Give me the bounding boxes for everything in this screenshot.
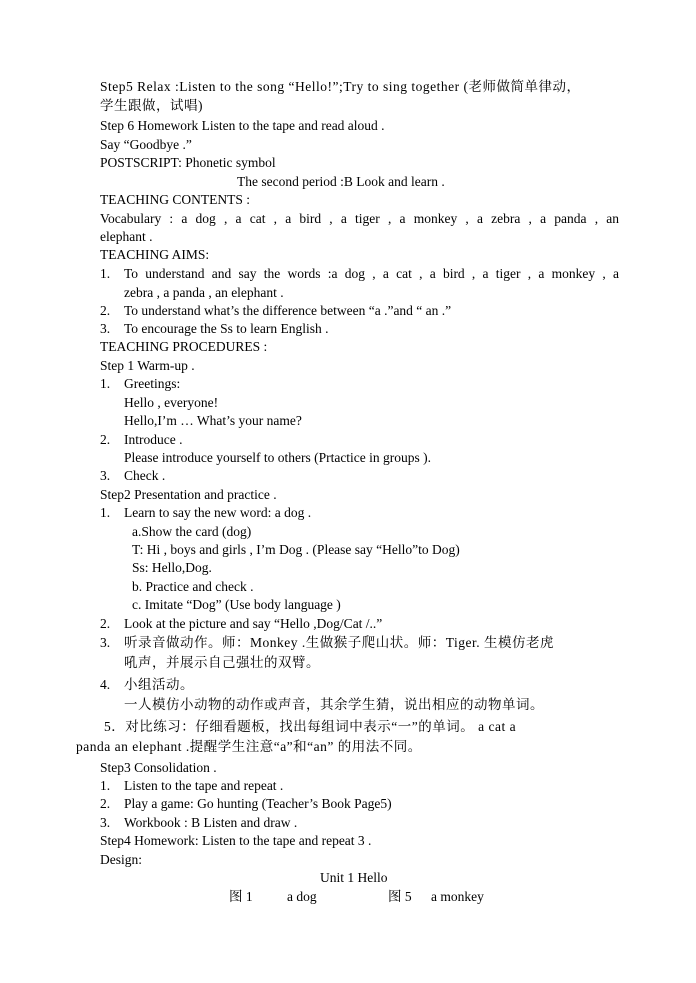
figure-1-word: a dog [287,889,317,904]
aim-text: To understand and say the words :a dog , a cat , a bird , a tiger , a monkey , a [124,266,619,281]
step3-item-number: 3. [100,815,111,830]
step2-item-number: 4. [100,677,111,692]
step2-subitem: a.Show the card (dog) [132,524,252,539]
vocabulary-line: Vocabulary : a dog , a cat , a bird , a tiger , a monkey , a zebra , a panda , an [100,211,619,226]
step2-item-number: 2. [100,616,111,631]
figure-5-word: a monkey [431,889,484,904]
vocabulary-continuation: elephant . [100,229,153,244]
step2-comparison: 5．对比练习：仔细看题板，找出每组词中表示“一”的单词。 a cat a [104,719,517,734]
contents-heading: TEACHING CONTENTS : [100,192,250,207]
unit-title: Unit 1 Hello [320,870,388,885]
step2-item: Learn to say the new word: a dog . [124,505,312,520]
step3-item-number: 2. [100,796,111,811]
step6-line: Step 6 Homework Listen to the tape and read aloud . [100,118,385,133]
step2-subitem: T: Hi , boys and girls , I’m Dog . (Please say “Hello”to Dog) [132,542,460,557]
step1-item-number: 1. [100,376,111,391]
step2-heading: Step2 Presentation and practice . [100,487,277,502]
figure-5-label: 图 5 [388,889,412,904]
postscript-line: POSTSCRIPT: Phonetic symbol [100,155,276,170]
step1-item: Greetings: [124,376,181,391]
step3-item: Workbook : B Listen and draw . [124,815,298,830]
step2-comparison-continuation: panda an elephant .提醒学生注意“a”和“an” 的用法不同。 [76,739,422,754]
step1-heading: Step 1 Warm-up . [100,358,195,373]
step2-subitem: c. Imitate “Dog” (Use body language ) [132,597,341,612]
aims-heading: TEACHING AIMS: [100,247,210,262]
period-title: The second period :B Look and learn . [237,174,445,189]
step2-subitem: b. Practice and check . [132,579,254,594]
step5-continuation: 学生跟做，试唱) [100,98,203,113]
step1-item: Please introduce yourself to others (Prtactice in groups ). [124,450,432,465]
design-label: Design: [100,852,142,867]
step3-item: Play a game: Go hunting (Teacher’s Book Page5) [124,796,392,811]
step1-item: Hello , everyone! [124,395,219,410]
step2-item-continuation: 吼声，并展示自己强壮的双臂。 [124,655,320,670]
step4-line: Step4 Homework: Listen to the tape and repeat 3 . [100,833,372,848]
step2-item-continuation: 一人模仿小动物的动作或声音，其余学生猜，说出相应的动物单词。 [124,697,544,712]
step1-item: Check . [124,468,166,483]
step5-line: Step5 Relax :Listen to the song “Hello!”;Try to sing together (老师做简单律动， [100,79,581,94]
step3-item-number: 1. [100,778,111,793]
aim-number: 2. [100,303,111,318]
step1-item-number: 2. [100,432,111,447]
procedures-heading: TEACHING PROCEDURES : [100,339,268,354]
aim-text: To understand what’s the difference between “a .”and “ an .” [124,303,452,318]
step2-item-number: 3. [100,635,111,650]
step2-item-number: 1. [100,505,111,520]
step3-heading: Step3 Consolidation . [100,760,217,775]
step1-item-number: 3. [100,468,111,483]
aim-text: To encourage the Ss to learn English . [124,321,329,336]
aim-number: 3. [100,321,111,336]
say-goodbye-line: Say “Goodbye .” [100,137,192,152]
step2-subitem: Ss: Hello,Dog. [132,560,212,575]
step3-item: Listen to the tape and repeat . [124,778,284,793]
aim-text-continuation: zebra , a panda , an elephant . [124,285,284,300]
aim-number: 1. [100,266,111,281]
step2-item: Look at the picture and say “Hello ,Dog/Cat /..” [124,616,383,631]
step1-item: Introduce . [124,432,183,447]
step2-item: 小组活动。 [124,677,194,692]
figure-1-label: 图 1 [229,889,253,904]
step1-item: Hello,I’m … What’s your name? [124,413,302,428]
step2-item: 听录音做动作。师：Monkey .生做猴子爬山状。师：Tiger. 生模仿老虎 [124,635,555,650]
